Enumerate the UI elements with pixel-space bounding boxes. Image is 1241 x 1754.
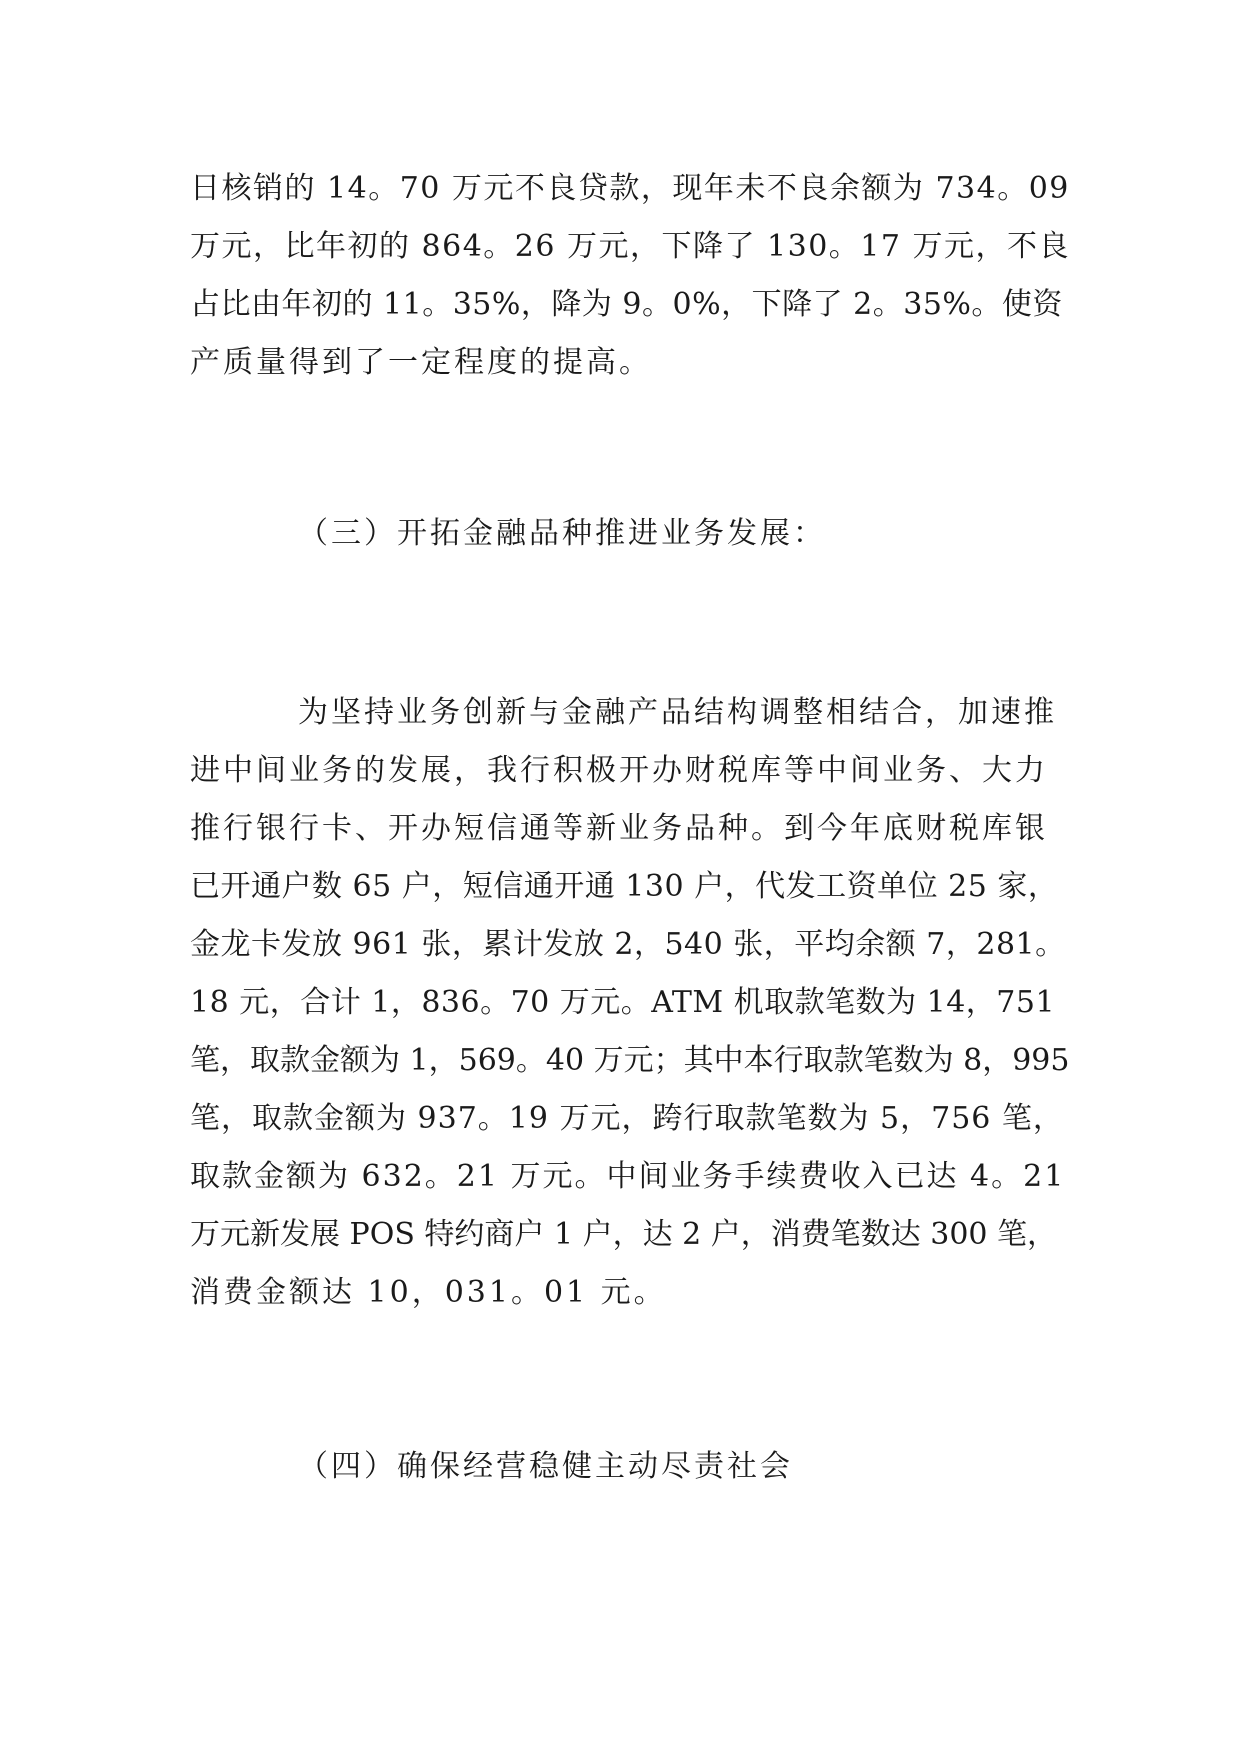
section-heading-4: （四）确保经营稳健主动尽责社会 [298,1449,793,1484]
section-heading-3: （三）开拓金融品种推进业务发展： [298,516,826,551]
paragraph-line: 占比由年初的 11。35%，降为 9。0%，下降了 2。35%。使资 [190,287,1063,322]
paragraph-line: 推行银行卡、开办短信通等新业务品种。到今年底财税库银 [190,811,1048,846]
paragraph-line: 笔，取款金额为 937。19 万元，跨行取款笔数为 5，756 笔， [190,1101,1064,1136]
paragraph-business-development [190,684,1070,1322]
paragraph-line: 产质量得到了一定程度的提高。 [190,345,652,380]
paragraph-line: 金龙卡发放 961 张，累计发放 2，540 张，平均余额 7，281。 [190,927,1066,962]
paragraph-line: 为坚持业务创新与金融产品结构调整相结合，加速推 [298,695,1057,730]
paragraph-asset-quality [190,160,1070,392]
paragraph-line: 已开通户数 65 户，短信通开通 130 户，代发工资单位 25 家， [190,869,1059,904]
paragraph-line: 万元新发展 POS 特约商户 1 户，达 2 户，消费笔数达 300 笔， [190,1217,1058,1252]
paragraph-line: 进中间业务的发展，我行积极开办财税库等中间业务、大力 [190,753,1048,788]
paragraph-line: 取款金额为 632。21 万元。中间业务手续费收入已达 4。21 [190,1159,1066,1194]
paragraph-line: 18 元，合计 1，836。70 万元。ATM 机取款笔数为 14，751 [190,985,1056,1020]
paragraph-line: 万元，比年初的 864。26 万元，下降了 130。17 万元，不良 [190,229,1071,264]
paragraph-line: 日核销的 14。70 万元不良贷款，现年未不良余额为 734。09 [190,171,1070,206]
paragraph-line: 笔，取款金额为 1，569。40 万元；其中本行取款笔数为 8，995 [190,1043,1070,1078]
paragraph-line: 消费金额达 10，031。01 元。 [190,1275,667,1310]
